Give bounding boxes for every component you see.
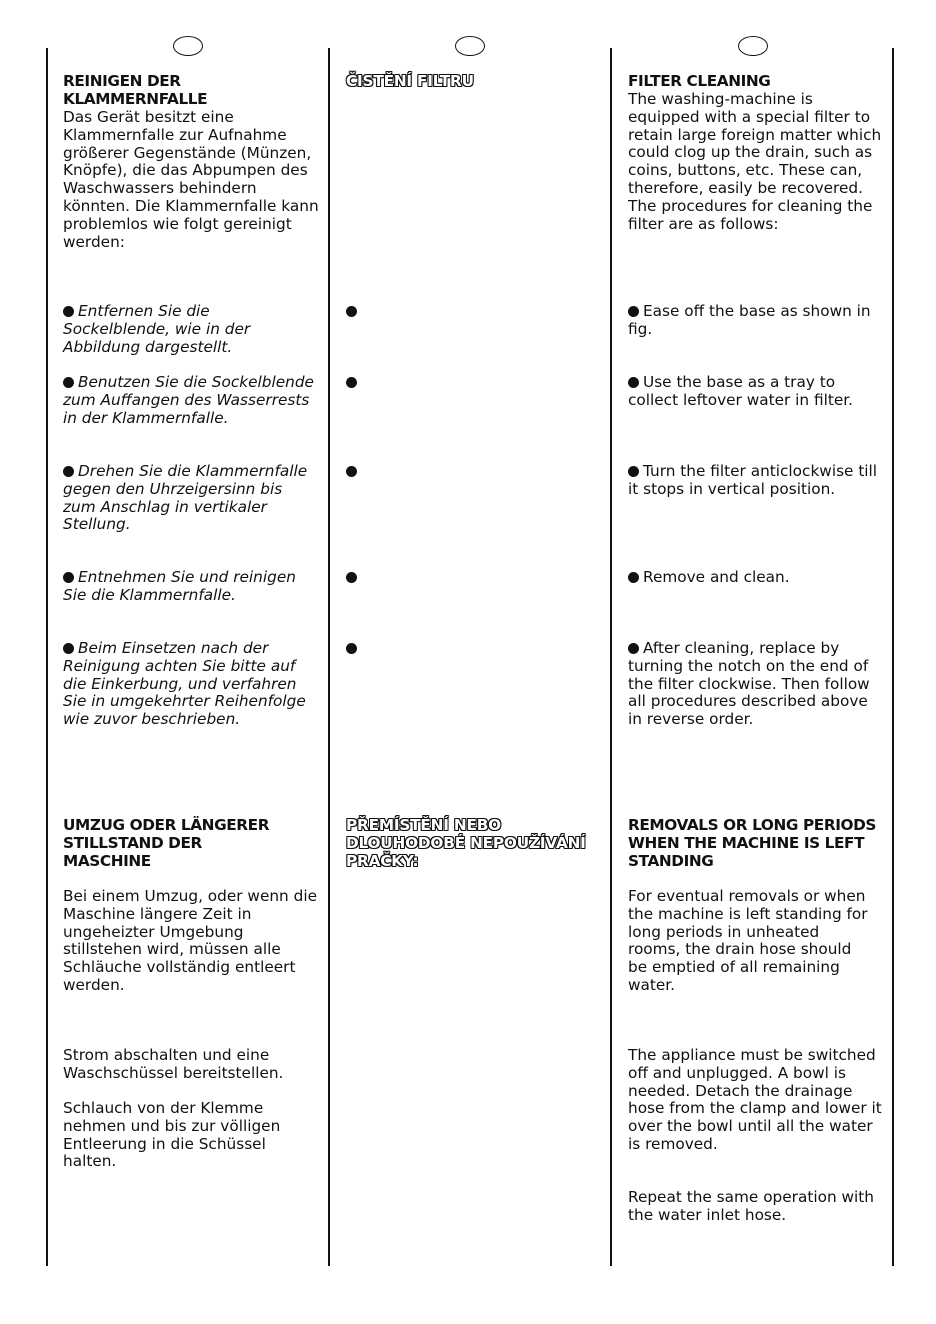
removal-text-1-en: For eventual removals or when the machine is left standing for long periods in unheated rooms, the drain hose should be emptied of all remaining water. bbox=[628, 887, 868, 994]
step-3-cz bbox=[346, 463, 602, 481]
language-marker-de bbox=[173, 36, 203, 56]
column-rule-right bbox=[892, 48, 894, 1266]
bullet-icon bbox=[63, 466, 74, 477]
step-2-cz bbox=[346, 374, 602, 392]
removal-heading-en: REMOVALS OR LONG PERIODS WHEN THE MACHINE IS LEFT STANDING bbox=[628, 816, 877, 870]
language-marker-cz bbox=[455, 36, 485, 56]
bullet-icon bbox=[63, 306, 74, 317]
removal-text-3-de: Schlauch von der Klemme nehmen und bis zur völligen Entleerung in die Schüssel halten. bbox=[63, 1099, 281, 1171]
bullet-icon bbox=[346, 466, 357, 477]
step-5-cz bbox=[346, 640, 602, 658]
step-4-de: Entnehmen Sie und reinigen Sie die Klammernfalle. bbox=[63, 568, 296, 604]
filter-heading-de: REINIGEN DER KLAMMERNFALLE bbox=[63, 72, 208, 108]
removal-heading-cz: PŘEMÍSTĚNÍ NEBO DLOUHODOBÉ NEPOUŽÍVÁNÍ PRAČKY: bbox=[346, 816, 586, 870]
column-rule-center-right bbox=[610, 48, 612, 1266]
step-4-en: Remove and clean. bbox=[628, 569, 884, 587]
step-3-en: Turn the filter anticlockwise till it stops in vertical position. bbox=[628, 462, 878, 498]
step-3-de: Drehen Sie die Klammernfalle gegen den Uhrzeigersinn bis zum Anschlag in vertikaler Stellung. bbox=[63, 462, 308, 534]
step-5-en: After cleaning, replace by turning the notch on the end of the filter clockwise. Then follow all procedures described above in reverse order. bbox=[628, 639, 870, 729]
bullet-icon bbox=[628, 466, 639, 477]
step-5-de: Beim Einsetzen nach der Reinigung achten Sie bitte auf die Einkerbung, und verfahren Sie in umgekehrter Reihenfolge wie zuvor beschrieben. bbox=[63, 639, 306, 729]
bullet-icon bbox=[63, 643, 74, 654]
bullet-icon bbox=[628, 572, 639, 583]
bullet-icon bbox=[346, 377, 357, 388]
bullet-icon bbox=[346, 643, 357, 654]
removal-heading-de: UMZUG ODER LÄNGERER STILLSTAND DER MASCHINE bbox=[63, 816, 270, 870]
filter-heading-en: FILTER CLEANING bbox=[628, 72, 771, 90]
bullet-icon bbox=[628, 643, 639, 654]
bullet-icon bbox=[63, 572, 74, 583]
bullet-icon bbox=[346, 306, 357, 317]
removal-text-3-en: Repeat the same operation with the water inlet hose. bbox=[628, 1188, 874, 1224]
bullet-icon bbox=[628, 306, 639, 317]
step-2-de: Benutzen Sie die Sockelblende zum Auffangen des Wasserrests in der Klammernfalle. bbox=[63, 373, 314, 427]
removal-text-2-de: Strom abschalten und eine Waschschüssel bereitstellen. bbox=[63, 1046, 284, 1082]
column-rule-center-left bbox=[328, 48, 330, 1266]
column-rule-left bbox=[46, 48, 48, 1266]
bullet-icon bbox=[628, 377, 639, 388]
bullet-icon bbox=[63, 377, 74, 388]
step-1-cz bbox=[346, 303, 602, 321]
filter-intro-de: Das Gerät besitzt eine Klammernfalle zur Aufnahme größerer Gegenstände (Münzen, Knöpfe), die das Abpumpen des Waschwassers behindern könnten. Die Klammernfalle kann problemlos wie folgt gereinigt werden: bbox=[63, 108, 319, 251]
step-1-de: Entfernen Sie die Sockelblende, wie in der Abbildung dargestellt. bbox=[63, 302, 251, 356]
step-4-cz bbox=[346, 569, 602, 587]
bullet-icon bbox=[346, 572, 357, 583]
step-2-en: Use the base as a tray to collect leftover water in filter. bbox=[628, 373, 853, 409]
filter-intro-en: The washing-machine is equipped with a special filter to retain large foreign matter which could clog up the drain, such as coins, buttons, etc. These can, therefore, easily be recovered. The procedures for cleaning the filter are as follows: bbox=[628, 90, 882, 233]
removal-text-2-en: The appliance must be switched off and unplugged. A bowl is needed. Detach the drainage hose from the clamp and lower it over the bowl until all the water is removed. bbox=[628, 1046, 882, 1153]
filter-heading-cz: ČISTĚNÍ FILTRU bbox=[346, 72, 474, 90]
step-1-en: Ease off the base as shown in fig. bbox=[628, 302, 871, 338]
language-marker-en bbox=[738, 36, 768, 56]
removal-text-1-de: Bei einem Umzug, oder wenn die Maschine längere Zeit in ungeheizter Umgebung stillstehen wird, müssen alle Schläuche vollständig entleert werden. bbox=[63, 887, 317, 994]
